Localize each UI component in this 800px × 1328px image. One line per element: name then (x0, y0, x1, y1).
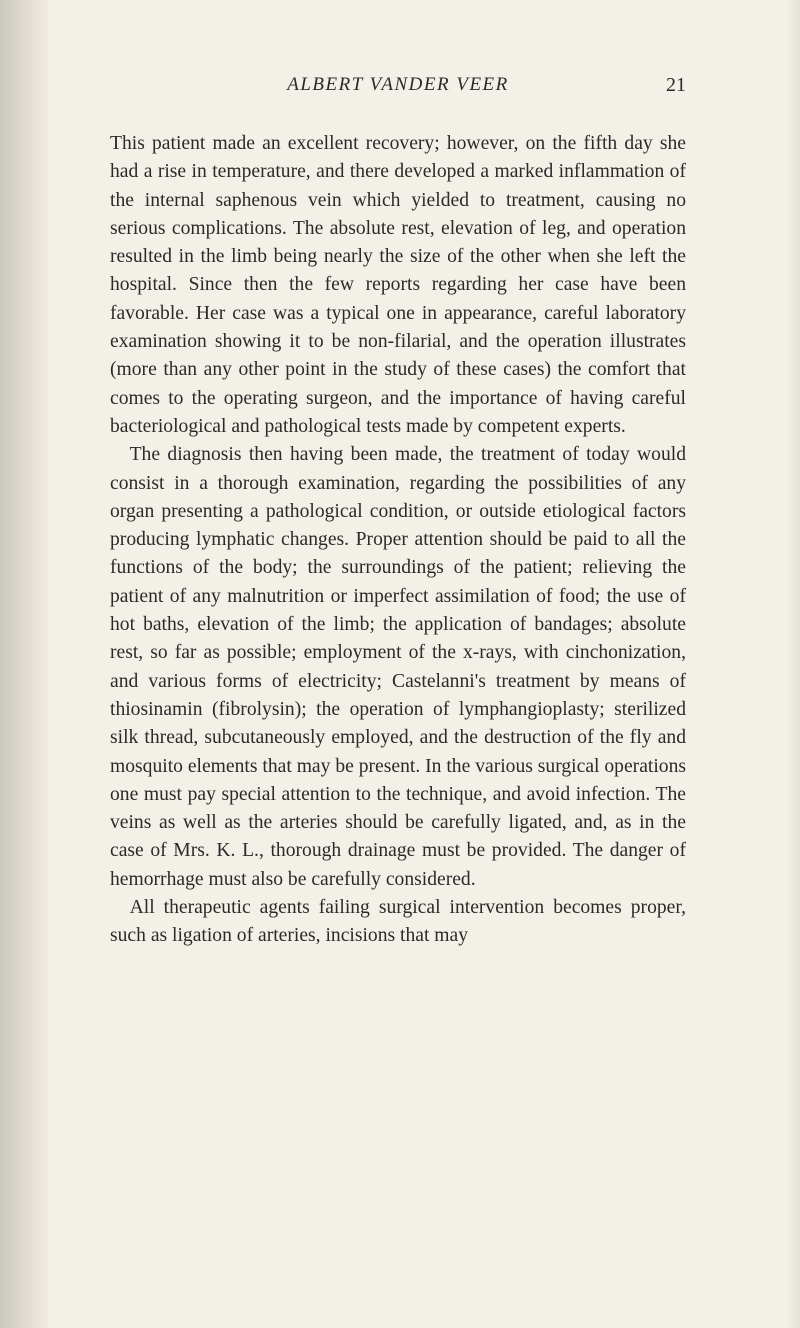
paragraph-1: This patient made an excellent recovery; however, on the fifth day she had a rise in temperature, and there developed a marked inflammation of the internal saphenous vein which yielded to treatment, causing no serious complications. The absolute rest, elevation of leg, and operation resulted in the limb being nearly the size of the other when she left the hospital. Since then the few reports regarding her case have been favorable. Her case was a typical one in appearance, careful laboratory examination showing it to be non-filarial, and the operation illustrates (more than any other point in the study of these cases) the comfort that comes to the operating surgeon, and the importance of having careful bacteriological and pathological tests made by competent experts. (110, 133, 686, 437)
paragraph-2: The diagnosis then having been made, the treatment of today would consist in a thorough examination, regarding the possibilities of any organ presenting a pathological condition, or outside etiological factors producing lymphatic changes. Proper attention should be paid to all the functions of the body; the surroundings of the patient; relieving the patient of any malnutrition or imperfect assimilation of food; the use of hot baths, elevation of the limb; the application of bandages; absolute rest, so far as possible; employment of the x-rays, with cinchonization, and various forms of electricity; Castelanni's treatment by means of thiosinamin (fibrolysin); the operation of lymphangioplasty; sterilized silk thread, subcutaneously employed, and the destruction of the fly and mosquito elements that may be present. In the various surgical operations one must pay special attention to the technique, and avoid infection. The veins as well as the arteries should be carefully ligated, and, as in the case of Mrs. K. L., thorough drainage must be provided. The danger of hemorrhage must also be carefully considered. (110, 444, 686, 890)
body-text (110, 130, 686, 951)
paragraph-3: All therapeutic agents failing surgical intervention becomes proper, such as ligation of arteries, incisions that may (110, 897, 686, 947)
page-header (110, 74, 686, 104)
running-head: ALBERT VANDER VEER (287, 74, 509, 95)
page-gutter-shadow (0, 0, 48, 1328)
page-number: 21 (666, 74, 686, 96)
page-edge-shadow (786, 0, 800, 1328)
